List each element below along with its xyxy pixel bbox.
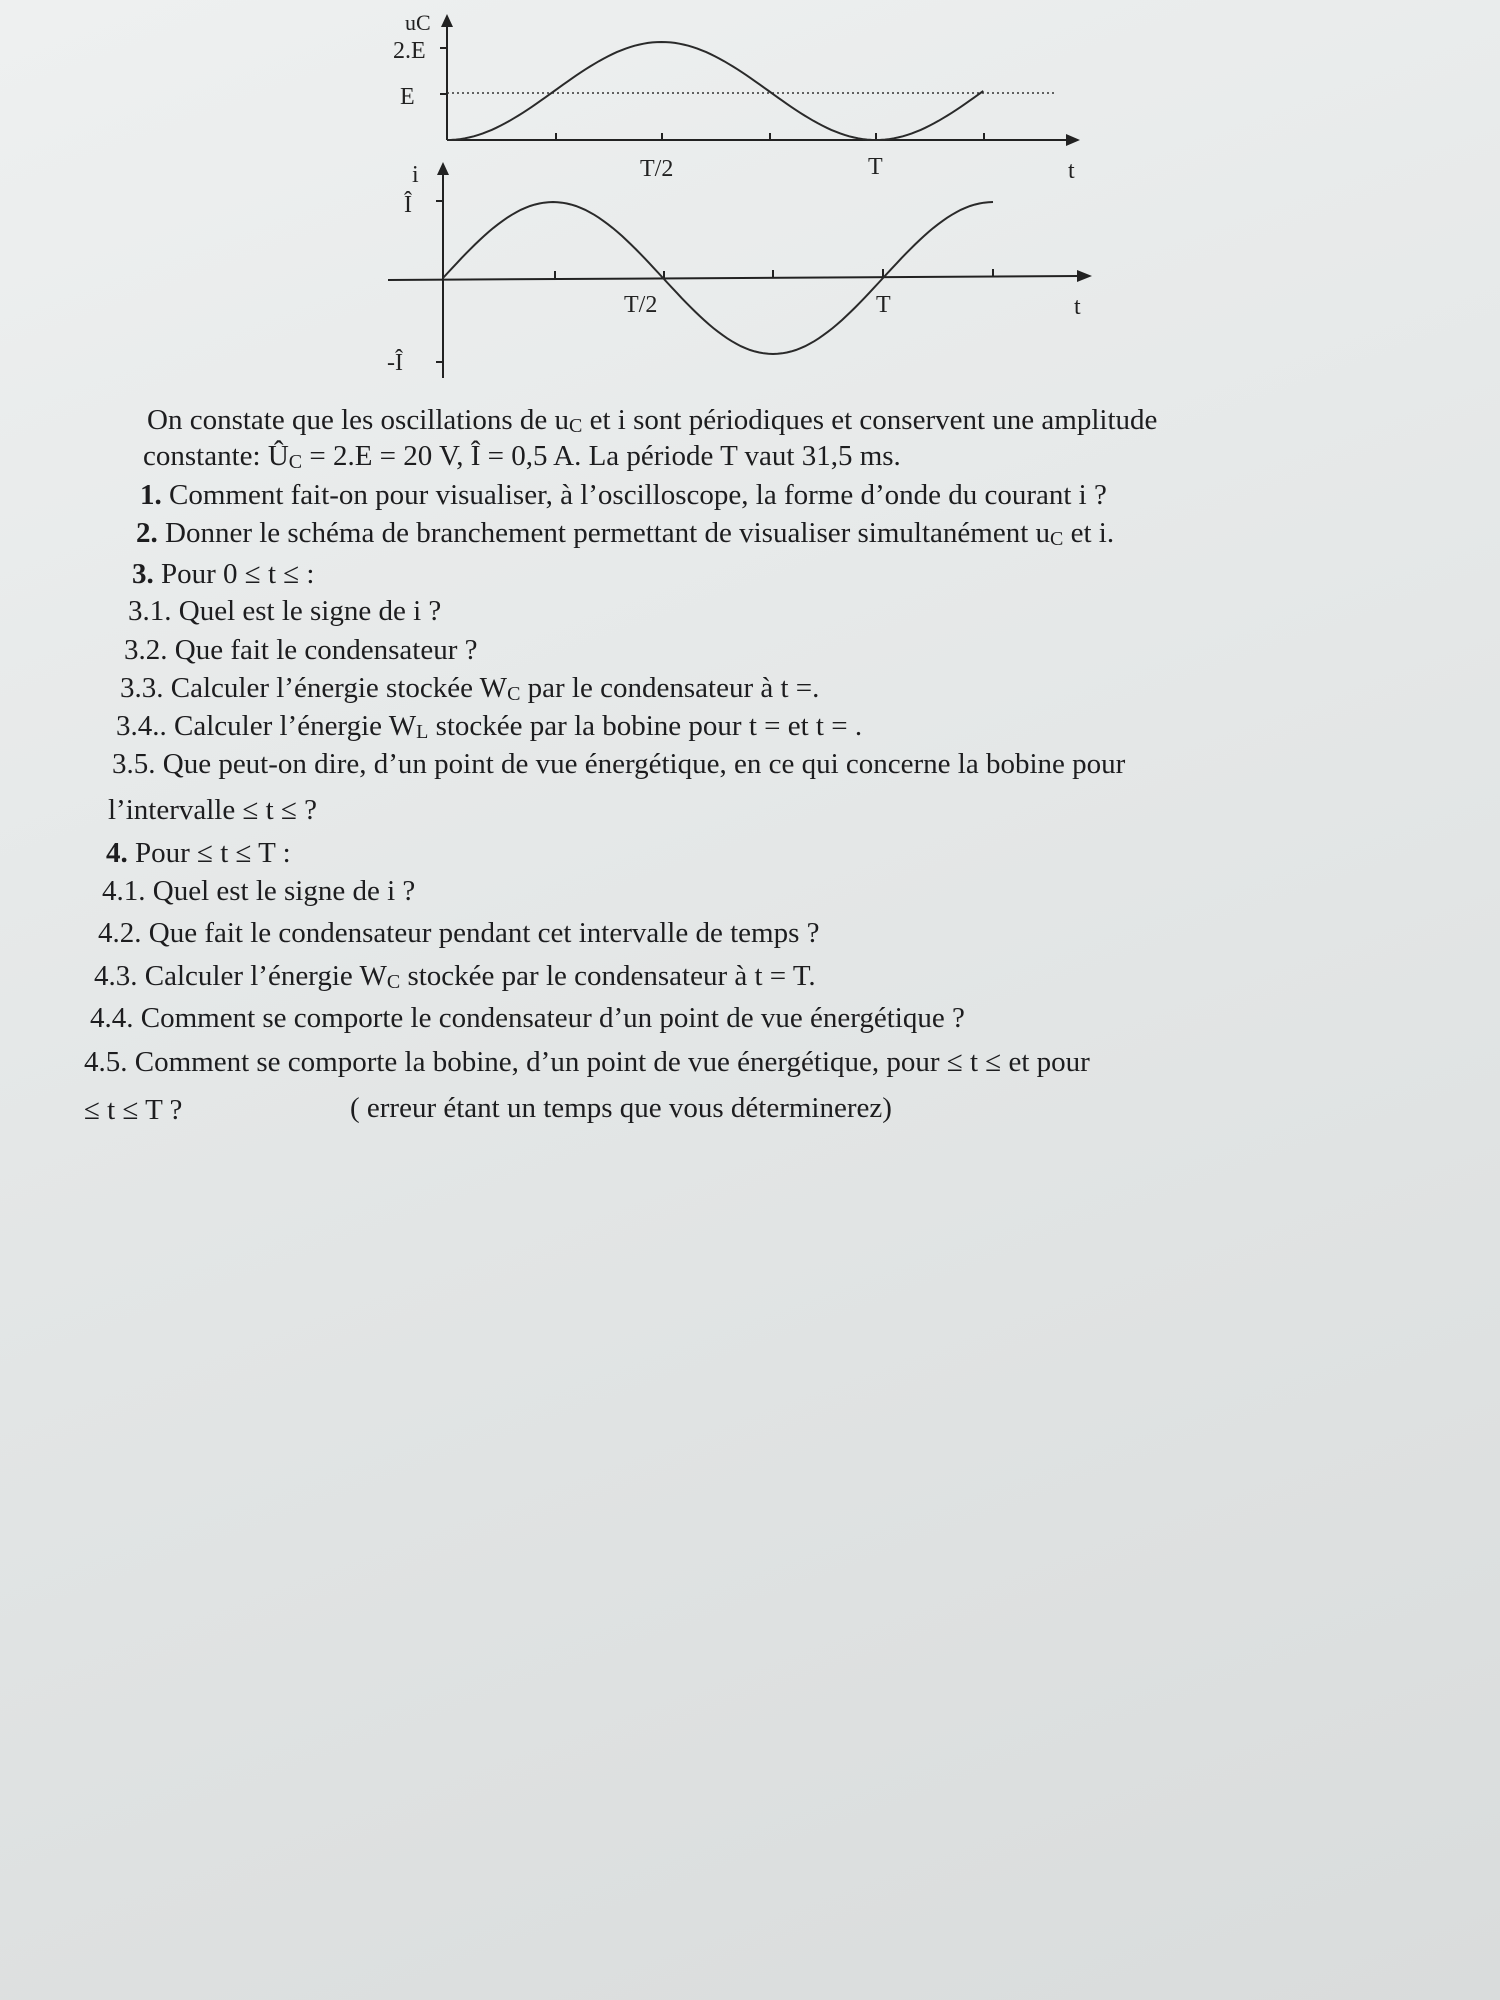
i-axis-label: i — [412, 162, 419, 188]
uc-and-i-graphs — [0, 0, 1500, 400]
uc-t-ticks — [556, 133, 984, 140]
i-tick-max: Î — [404, 192, 412, 218]
question-3-2: 3.2. Que fait le condensateur ? — [124, 634, 478, 666]
intro-line-1: On constate que les oscillations de uC et i sont périodiques et conservent une amplitude — [147, 404, 1158, 437]
question-3-1: 3.1. Quel est le signe de i ? — [128, 595, 442, 627]
uc-t-arrow — [1066, 134, 1080, 146]
uc-t-label: t — [1068, 158, 1075, 184]
i-t-label-T: T — [876, 292, 891, 318]
question-4-5-note: ( erreur étant un temps que vous déterminerez) — [350, 1092, 892, 1124]
i-y-arrow — [437, 162, 449, 175]
uc-y-arrow — [441, 14, 453, 27]
question-4-5-line-1: 4.5. Comment se comporte la bobine, d’un point de vue énergétique, pour ≤ t ≤ et pour — [84, 1046, 1090, 1078]
i-tick-min: -Î — [387, 350, 403, 376]
question-4-2: 4.2. Que fait le condensateur pendant cet intervalle de temps ? — [98, 917, 820, 949]
uc-t-label-T: T — [868, 154, 883, 180]
i-t-label-T2: T/2 — [624, 292, 658, 318]
uc-tick-E: E — [400, 84, 415, 110]
question-4-1: 4.1. Quel est le signe de i ? — [102, 875, 416, 907]
question-4: 4. Pour ≤ t ≤ T : — [106, 837, 291, 869]
uc-series-line — [447, 42, 983, 140]
question-3-5-line-1: 3.5. Que peut-on dire, d’un point de vue énergétique, en ce qui concerne la bobine pour — [112, 748, 1126, 780]
uc-tick-2E: 2.E — [393, 38, 426, 64]
i-t-axis — [388, 276, 1080, 280]
question-3: 3. Pour 0 ≤ t ≤ : — [132, 558, 315, 590]
question-4-4: 4.4. Comment se comporte le condensateur d’un point de vue énergétique ? — [90, 1002, 965, 1034]
uc-axis-label: uC — [405, 10, 431, 35]
intro-line-2: constante: ÛC = 2.E = 20 V, Î = 0,5 A. La période T vaut 31,5 ms. — [143, 440, 901, 473]
question-3-3: 3.3. Calculer l’énergie stockée WC par le condensateur à t =. — [120, 672, 820, 705]
question-3-5-line-2: l’intervalle ≤ t ≤ ? — [108, 794, 317, 826]
question-1: 1. Comment fait-on pour visualiser, à l’oscilloscope, la forme d’onde du courant i ? — [140, 479, 1107, 511]
i-t-label: t — [1074, 294, 1081, 320]
question-4-3: 4.3. Calculer l’énergie WC stockée par le condensateur à t = T. — [94, 960, 816, 993]
question-3-4: 3.4.. Calculer l’énergie WL stockée par la bobine pour t = et t = . — [116, 710, 863, 743]
uc-t-label-T2: T/2 — [640, 156, 674, 182]
question-4-5-line-2: ≤ t ≤ T ? — [84, 1094, 183, 1126]
question-2: 2. Donner le schéma de branchement permettant de visualiser simultanément uC et i. — [136, 517, 1115, 550]
i-t-arrow — [1077, 270, 1092, 282]
